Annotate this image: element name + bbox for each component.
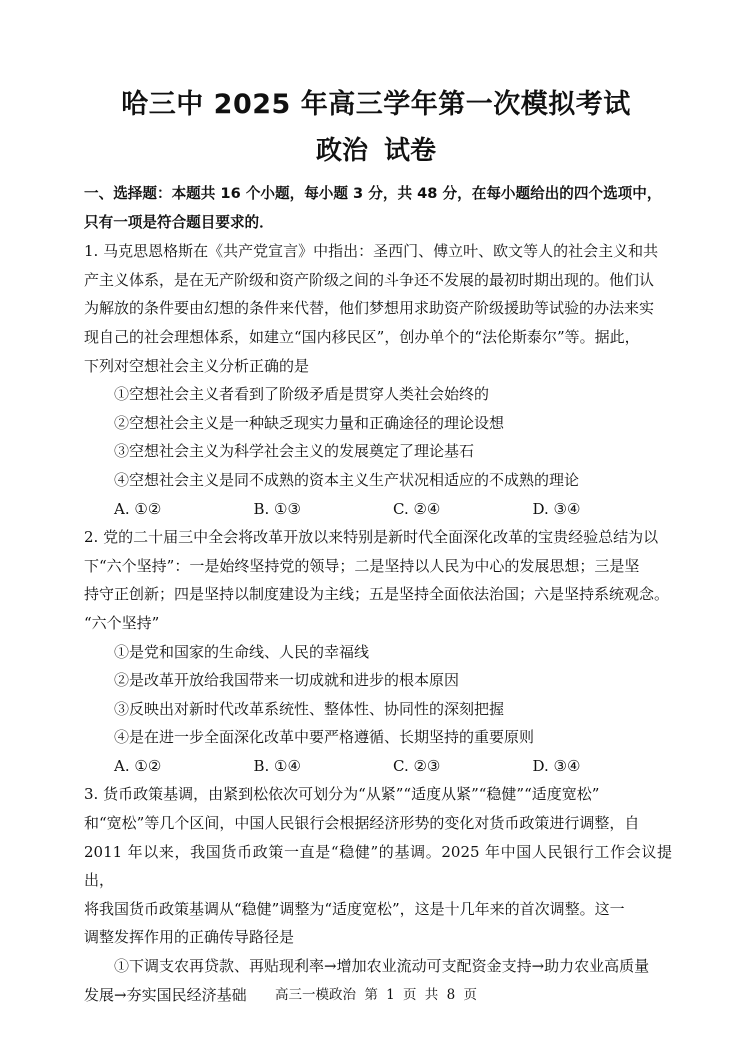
option-d: D. ③④ xyxy=(532,499,581,518)
stem-line: 2011 年以来，我国货币政策一直是“稳健”的基调。2025 年中国人民银行工作会议提出， xyxy=(84,842,672,890)
question-stem xyxy=(84,523,672,637)
option-a: A. ①② xyxy=(114,499,162,518)
footer-title: 高三一模政治 xyxy=(275,987,357,1003)
exam-title: 哈三中 2025 年高三学年第一次模拟考试 xyxy=(121,89,631,120)
answer-options xyxy=(84,752,672,781)
question-2 xyxy=(84,523,672,780)
option-b: B. ①④ xyxy=(253,756,301,775)
exam-content xyxy=(84,180,672,1009)
option-a: A. ①② xyxy=(114,756,162,775)
footer-gong: 共 xyxy=(424,987,439,1003)
page-footer xyxy=(0,985,752,1005)
footer-di: 第 xyxy=(364,987,378,1003)
statement: ④空想社会主义是同不成熟的资本主义生产状况相适应的不成熟的理论 xyxy=(114,470,580,489)
question-stem xyxy=(84,237,672,380)
option-c: C. ②③ xyxy=(393,756,441,775)
option-c: C. ②④ xyxy=(393,499,441,518)
statement: ④是在进一步全面深化改革中要严格遵循、长期坚持的重要原则 xyxy=(114,728,535,747)
statement: ②是改革开放给我国带来一切成就和进步的根本原因 xyxy=(114,671,460,690)
stem-line: 2. 党的二十届三中全会将改革开放以来特别是新时代全面深化改革的宝贵经验总结为以 xyxy=(84,528,659,547)
statement-line: ①下调支农再贷款、再贴现利率→增加农业流动可支配资金支持→助力农业高质量 xyxy=(114,957,650,976)
stem-line: 3. 货币政策基调，由紧到松依次可划分为“从紧”“适度从紧”“稳健”“适度宽松” xyxy=(84,785,600,804)
question-3 xyxy=(84,780,672,1009)
footer-ye: 页 xyxy=(463,987,477,1003)
exam-subtitle xyxy=(0,134,752,168)
section-heading-line: 一、选择题：本题共 16 个小题，每小题 3 分，共 48 分，在每小题给出的四个选项中， xyxy=(84,185,662,202)
stem-line: 产主义体系，是在无产阶级和资产阶级之间的斗争还不发展的最初时期出现的。他们认 xyxy=(84,270,655,289)
stem-line: 将我国货币政策基调从“稳健”调整为“适度宽松”，这是十几年来的首次调整。这一 xyxy=(84,899,625,918)
stem-line: 和“宽松”等几个区间，中国人民银行会根据经济形势的变化对货币政策进行调整，自 xyxy=(84,814,640,833)
stem-line: 为解放的条件要由幻想的条件来代替，他们梦想用求助资产阶级援助等试验的办法来实 xyxy=(84,299,655,318)
section-heading xyxy=(84,180,672,237)
stem-line: “六个坚持” xyxy=(84,613,160,632)
statement: ③空想社会主义为科学社会主义的发展奠定了理论基石 xyxy=(114,442,475,461)
stem-line: 1. 马克思恩格斯在《共产党宣言》中指出：圣西门、傅立叶、欧文等人的社会主义和共 xyxy=(84,242,659,261)
stem-line: 下列对空想社会主义分析正确的是 xyxy=(84,356,310,375)
stem-line: 持守正创新；四是坚持以制度建设为主线；五是坚持全面依法治国；六是坚持系统观念。 xyxy=(84,585,670,604)
subject-name: 政治 xyxy=(315,136,368,166)
answer-options xyxy=(84,495,672,524)
question-1 xyxy=(84,237,672,523)
option-d: D. ③④ xyxy=(532,756,581,775)
footer-ye: 页 xyxy=(403,987,417,1003)
page-total: 8 xyxy=(446,987,456,1003)
stem-line: 下“六个坚持”：一是始终坚持党的领导；二是坚持以人民为中心的发展思想；三是坚 xyxy=(84,556,640,575)
statement: ①是党和国家的生命线、人民的幸福线 xyxy=(114,642,370,661)
option-b: B. ①③ xyxy=(253,499,301,518)
question-stem xyxy=(84,780,672,952)
paper-label: 试卷 xyxy=(384,136,437,166)
statement: ②空想社会主义是一种缺乏现实力量和正确途径的理论设想 xyxy=(114,413,505,432)
statement-line: 发展→夯实国民经济基础 xyxy=(84,985,247,1004)
statement: ①空想社会主义者看到了阶级矛盾是贯穿人类社会始终的 xyxy=(114,385,490,404)
stem-line: 调整发挥作用的正确传导路径是 xyxy=(84,928,295,947)
page-number: 1 xyxy=(386,987,395,1003)
statement: ③反映出对新时代改革系统性、整体性、协同性的深刻把握 xyxy=(114,699,505,718)
section-heading-line: 只有一项是符合题目要求的． xyxy=(84,213,274,231)
stem-line: 现自己的社会理想体系，如建立“国内移民区”，创办单个的“法伦斯泰尔”等。据此， xyxy=(84,327,640,346)
